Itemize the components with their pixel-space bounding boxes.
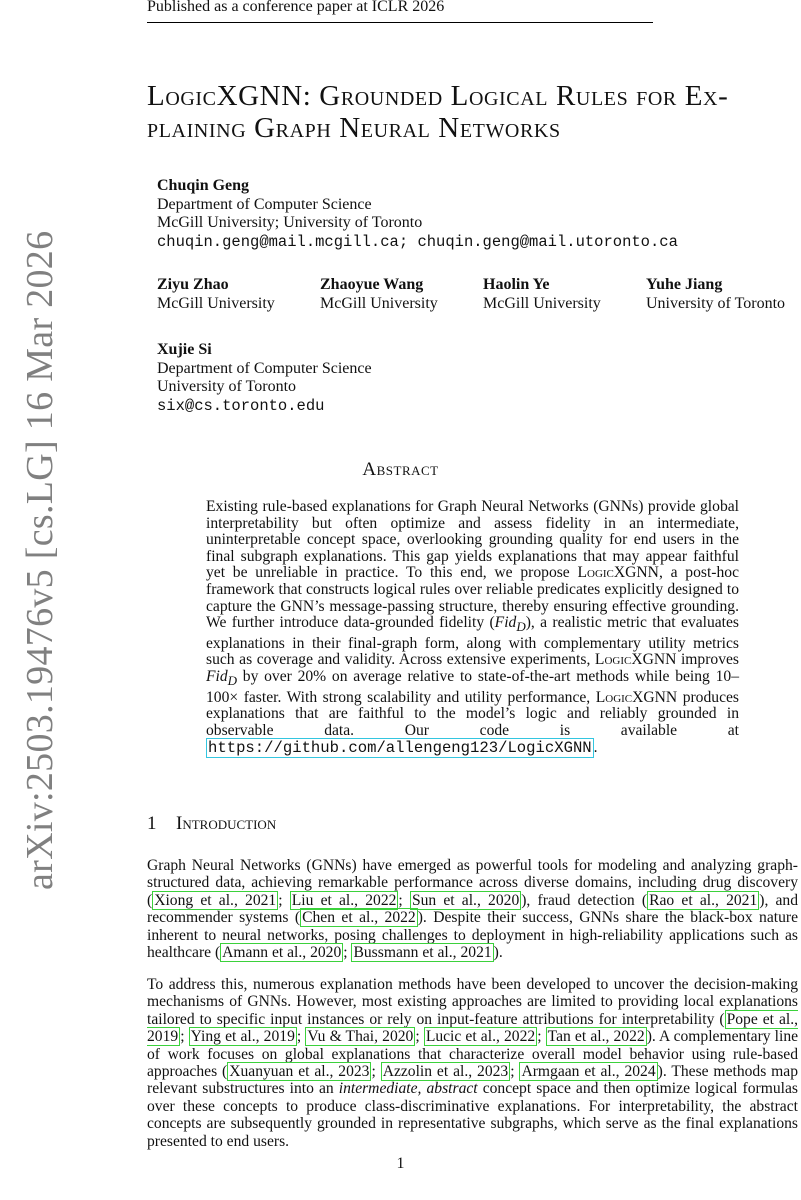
coauthor-affiliation: McGill University: [483, 294, 601, 312]
author-primary: [157, 177, 678, 251]
coauthor-affiliation: University of Toronto: [646, 294, 786, 312]
intro-paragraph-1: Graph Neural Networks (GNNs) have emerged as powerful tools for modeling and analyzing graph-structured data, achieving remarkable performance across diverse domains, including drug discovery ( Xiong et al., 2021 ; Liu et al., 2022 ; Sun et al., 2020 ), fraud detection ( Rao et al., 2021 ), and recommender systems ( Chen et al., 2022 ). Despite their success, GNNs share the black-box nature inherent to neural networks, posing challenges to deployment in high-reliability applications such as healthcare ( Amann et al., 2020 ; Bussmann et al., 2021 ).: [147, 857, 799, 962]
author-email[interactable]: chuqin.geng@mail.mcgill.ca; chuqin.geng@mail.utoronto.ca: [157, 232, 678, 251]
paragraph-text: Graph Neural Networks (GNNs) have emerged as powerful tools for modeling and analyzing graph-structured data, achieving remarkable performance across diverse domains, including drug discovery (: [147, 857, 798, 909]
citation-link[interactable]: Amann et al., 2020: [222, 944, 342, 962]
citation-link[interactable]: Lucic et al., 2022: [425, 1028, 536, 1046]
code-url-link[interactable]: https://github.com/allengeng123/LogicXGNN: [208, 738, 592, 757]
metric-fid-subscript: D: [516, 619, 526, 635]
metric-fid: Fid: [494, 614, 517, 632]
citation-link[interactable]: Bussmann et al., 2021: [353, 944, 492, 962]
arxiv-stamp: arXiv:2503.19476v5 [cs.LG] 16 Mar 2026: [19, 230, 61, 890]
abstract-heading: Abstract: [362, 459, 439, 480]
section-title: Introduction: [176, 813, 277, 834]
title-line-2: plaining Graph Neural Networks: [147, 112, 561, 144]
citation-link[interactable]: Vu & Thai, 2020: [307, 1028, 414, 1046]
author-name: Xujie Si: [157, 341, 212, 358]
abstract-text: Existing rule-based explanations for Graph Neural Networks (GNNs) provide global interpretability but often optimize and assess fidelity in an intermediate, uninterpretable concept space, overlooking grounding quality for end users in the final subgraph explanations. This gap yields explanations that may appear faithful yet be unreliable in practice. To this end, we propose: [206, 498, 739, 582]
coauthor-name: Yuhe Jiang: [646, 276, 723, 293]
metric-fid: Fid: [206, 668, 228, 686]
author-department: Department of Computer Science: [157, 195, 372, 213]
abstract-text: by over 20% on average relative to state-of-the-art methods while being 10–100× faster. With strong scalability and utility performance,: [206, 668, 739, 706]
paragraph-text: ). Despite their success, GNNs share the black-box nature inherent to neural networks, posing challenges to deployment in high-reliability applications such as healthcare (: [147, 909, 798, 962]
paragraph-text: concept space and then optimize logical formulas over these concepts to produce class-discriminative explanations. For interpretability, the abstract concepts are subsequently grounded in representative subgraphs, which serve as the final explanations presented to end users.: [147, 1080, 798, 1150]
citation-link[interactable]: Liu et al., 2022: [291, 891, 397, 909]
intro-paragraph-2: To address this, numerous explanation methods have been developed to uncover the decision-making mechanisms of GNNs. However, most existing approaches are limited to providing local explanations tailored to specific input instances or rely on input-feature attributions for interpretability ( Pope et al., 2019 ; Ying et al., 2019 ; Vu & Thai, 2020 ; Lucic et al., 2022 ; Tan et al., 2022 ). A complementary line of work focuses on global explanations that characterize overall model behavior using rule-based approaches ( Xuanyuan et al., 2023 ; Azzolin et al., 2023 ; Armgaan et al., 2024 ). These methods map relevant substructures into an intermediate, abstract concept space and then optimize logical formulas over these concepts to produce class-discriminative explanations. For interpretability, the abstract concepts are subsequently grounded in representative subgraphs, which serve as the final explanations presented to end users.: [147, 976, 799, 1150]
author-last: [157, 341, 372, 415]
coauthor: [483, 276, 601, 313]
coauthor-name: Zhaoyue Wang: [320, 276, 424, 293]
paragraph-text: ). These methods map relevant substructures into an: [147, 1063, 799, 1098]
emphasis-text: intermediate, abstract: [338, 1080, 478, 1098]
method-name: LogicXGNN: [595, 688, 678, 706]
paragraph-text: ), fraud detection (: [521, 891, 648, 909]
citation-link[interactable]: Chen et al., 2022: [302, 909, 416, 927]
citation-link[interactable]: Pope et al., 2019: [147, 1010, 799, 1046]
paragraph-text: To address this, numerous explanation methods have been developed to uncover the decision-making mechanisms of GNNs. However, most existing approaches are limited to providing local explanations tailored to specific input instances or rely on input-feature attributions for interpretability (: [147, 976, 798, 1028]
author-affiliation: McGill University; University of Toronto: [157, 214, 423, 231]
coauthor-affiliation: McGill University: [157, 294, 275, 312]
author-affiliation: University of Toronto: [157, 378, 297, 395]
citation-link[interactable]: Rao et al., 2021: [649, 891, 758, 909]
citation-link[interactable]: Ying et al., 2019: [190, 1028, 295, 1046]
paragraph-text: ). A complementary line of work focuses on global explanations that characterize overall model behavior using rule-based approaches (: [147, 1028, 799, 1081]
abstract-text: ), a realistic metric that evaluates explanations in their final-graph form, along with complementary utility metrics such as coverage and validity. Across extensive experiments,: [206, 614, 739, 669]
coauthor: [320, 276, 438, 313]
coauthor: [157, 276, 275, 313]
section-number: 1: [147, 813, 157, 834]
coauthor-name: Haolin Ye: [483, 276, 550, 293]
method-name: LogicXGNN: [577, 564, 659, 582]
metric-fid-subscript: D: [227, 673, 238, 689]
abstract-text: , a post-hoc framework that constructs logical rules over reliable predicates explicitly designed to capture the GNN’s message-passing structure, thereby ensuring effective grounding. We further introduce data-grounded fidelity (: [206, 564, 739, 632]
citation-link[interactable]: Armgaan et al., 2024: [521, 1063, 656, 1081]
citation-link[interactable]: Xiong et al., 2021: [154, 891, 277, 909]
citation-link[interactable]: Tan et al., 2022: [547, 1028, 645, 1046]
paper-title: [147, 80, 797, 144]
author-name: Chuqin Geng: [157, 177, 250, 194]
citation-link[interactable]: Azzolin et al., 2023: [382, 1063, 509, 1081]
section-heading: [147, 813, 276, 835]
method-name: LogicXGNN: [594, 651, 677, 669]
paragraph-text: ), and recommender systems (: [147, 891, 799, 927]
coauthor-affiliation: McGill University: [320, 294, 438, 312]
author-department: Department of Computer Science: [157, 359, 372, 377]
coauthor-name: Ziyu Zhao: [157, 276, 229, 293]
abstract-text: .: [593, 738, 598, 756]
abstract-body: [206, 499, 739, 756]
header-rule: [147, 22, 653, 23]
paragraph-text: ).: [493, 944, 503, 962]
conference-header: Published as a conference paper at ICLR 2026: [147, 0, 445, 15]
page-number: 1: [396, 1155, 405, 1172]
abstract-text: improves: [676, 651, 739, 669]
title-line-1: LogicXGNN: Grounded Logical Rules for Ex-: [147, 80, 729, 112]
author-email[interactable]: six@cs.toronto.edu: [157, 396, 325, 415]
abstract-text: produces explanations that are faithful to the model’s logic and reliably grounded in observable data. Our code is available at: [206, 688, 739, 739]
citation-link[interactable]: Xuanyuan et al., 2023: [229, 1063, 370, 1081]
citation-link[interactable]: Sun et al., 2020: [411, 891, 520, 909]
coauthor: [646, 276, 785, 313]
